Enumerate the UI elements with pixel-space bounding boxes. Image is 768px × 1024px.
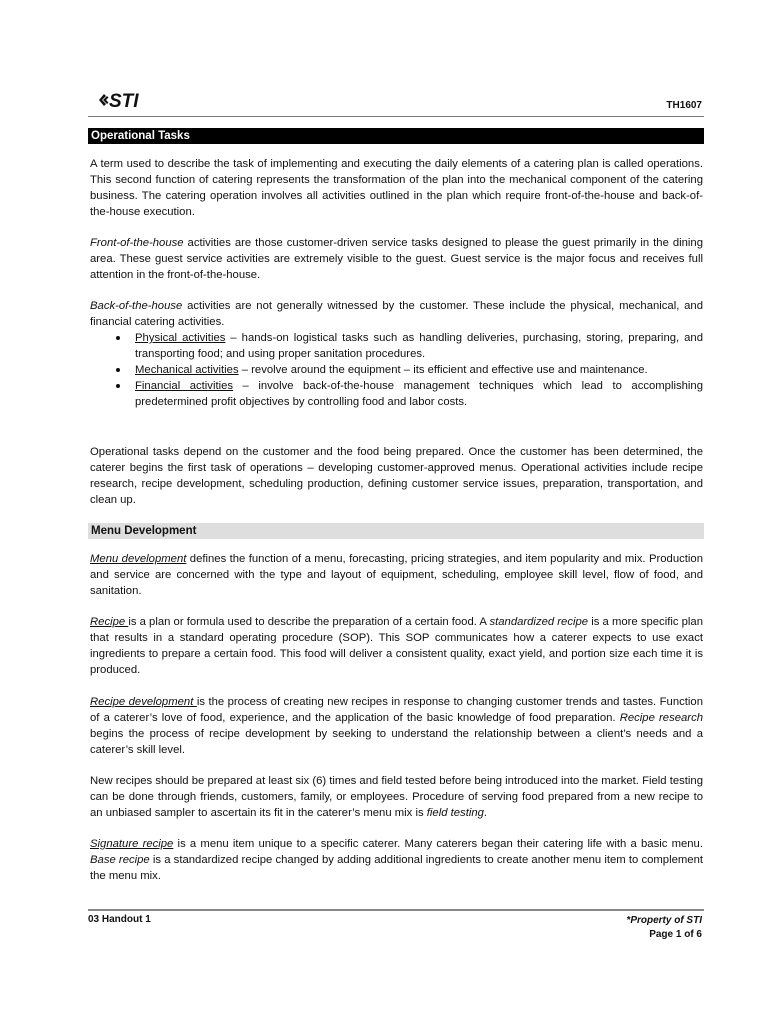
paragraph-text: Operational tasks depend on the customer and the food being prepared. Once the customer has been determined, the caterer begins the first task of operations – developing customer-approved menus. Operational activities include recipe research, recipe development, scheduling production, defining customer service issues, preparation, transportation, and clean up. [90, 446, 703, 506]
paragraph-text: activities are not generally witnessed by the customer. These include the physical, mechanical, and financial catering activities. [90, 300, 703, 328]
section-heading-operational-tasks: Operational Tasks [88, 128, 704, 144]
term-recipe-research: Recipe research [619, 712, 703, 724]
term-mechanical-activities: Mechanical activities [135, 364, 239, 376]
list-item [90, 362, 703, 378]
paragraph-text: is a more specific plan that results in a standard operating procedure (SOP). This SOP communicates how a caterer expects to use exact ingredients to prepare a certain food. This food will deliver a consistent quality, exact yield, and portion size each time it is produced. [90, 616, 703, 676]
bullet-icon [116, 336, 120, 340]
paragraph-text: is a standardized recipe changed by adding additional ingredients to create another menu item to complement the menu mix. [90, 854, 703, 882]
term-recipe: Recipe [90, 616, 129, 628]
paragraph-text: is a menu item unique to a specific caterer. Many caterers began their catering life with a basic menu. [173, 838, 703, 850]
paragraph-field-testing [90, 773, 703, 821]
paragraph-signature-recipe [90, 836, 703, 884]
term-base-recipe: Base recipe [90, 854, 150, 866]
paragraph-operational-tasks [90, 444, 703, 508]
section-heading-menu-development: Menu Development [88, 523, 704, 539]
paragraph-recipe [90, 614, 703, 678]
logo-text: STI [109, 91, 139, 111]
document-code: TH1607 [666, 100, 702, 111]
list-item-text: – revolve around the equipment – its efficient and effective use and maintenance. [238, 364, 648, 376]
footer-divider [88, 909, 704, 911]
sti-logo [97, 89, 157, 111]
paragraph-menu-development [90, 551, 703, 599]
list-item-text: – hands-on logistical tasks such as handling deliveries, purchasing, storing, preparing, and transporting food; and using proper sanitation procedures. [135, 332, 703, 360]
paragraph-text: begins the process of recipe development by seeking to understand the relationship between a client’s needs and a caterer’s skill level. [90, 728, 703, 756]
term-standardized-recipe: standardized recipe [489, 616, 589, 628]
paragraph-text: is a plan or formula used to describe the preparation of a certain food. A [128, 616, 490, 628]
footer-page-info [626, 914, 702, 942]
term-physical-activities: Physical activities [135, 332, 226, 344]
footer-property: *Property of STI [626, 915, 702, 926]
paragraph-text: A term used to describe the task of implementing and executing the daily elements of a catering plan is called operations. This second function of catering represents the transformation of the plan into the mechanical component of the catering business. The catering operation involves all activities outlined in the plan which require front-of-the-house and back-of-the-house execution. [90, 158, 703, 218]
footer-page-number: Page 1 of 6 [649, 929, 702, 940]
paragraph-text: defines the function of a menu, forecasting, pricing strategies, and item popularity and mix. Production and service are concerned with the type and layout of equipment, scheduling, employee skill level, flow of food, and sanitation. [90, 553, 703, 597]
term-field-testing: field testing [426, 807, 484, 819]
term-menu-development: Menu development [90, 553, 187, 565]
bullet-icon [116, 368, 120, 372]
paragraph-recipe-development [90, 694, 703, 758]
term-back-of-house: Back-of-the-house [90, 300, 183, 312]
term-financial-activities: Financial activities [135, 380, 234, 392]
paragraph-text: New recipes should be prepared at least six (6) times and field tested before being introduced into the market. Field testing can be done through friends, customers, family, or employees. Procedure of serving food prepared from a new recipe to an unbiased sampler to ascertain its fit in the caterer’s menu mix is [90, 775, 703, 819]
paragraph-text: . [483, 807, 488, 819]
term-signature-recipe: Signature recipe [90, 838, 174, 850]
paragraph-operations [90, 156, 703, 220]
footer-handout-label: 03 Handout 1 [88, 914, 151, 925]
activities-list [90, 330, 703, 410]
paragraph-text: is the process of creating new recipes in response to changing customer trends and tastes. Function of a caterer’s love of food, experience, and the application of the basic knowledge of food preparation. [90, 696, 703, 724]
bullet-icon [116, 384, 120, 388]
paragraph-front-of-house [90, 235, 703, 283]
paragraph-back-of-house [90, 298, 703, 410]
list-item-text: – involve back-of-the-house management techniques which lead to accomplishing predetermined profit objectives by controlling food and labor costs. [135, 380, 703, 408]
list-item [90, 378, 703, 410]
term-front-of-house: Front-of-the-house [90, 237, 184, 249]
list-item [90, 330, 703, 362]
header-divider [88, 116, 704, 117]
term-recipe-development: Recipe development [90, 696, 197, 708]
paragraph-text: activities are those customer-driven service tasks designed to please the guest primarily in the dining area. These guest service activities are extremely visible to the guest. Guest service is the major focus and receives full attention in the front-of-the-house. [90, 237, 703, 281]
